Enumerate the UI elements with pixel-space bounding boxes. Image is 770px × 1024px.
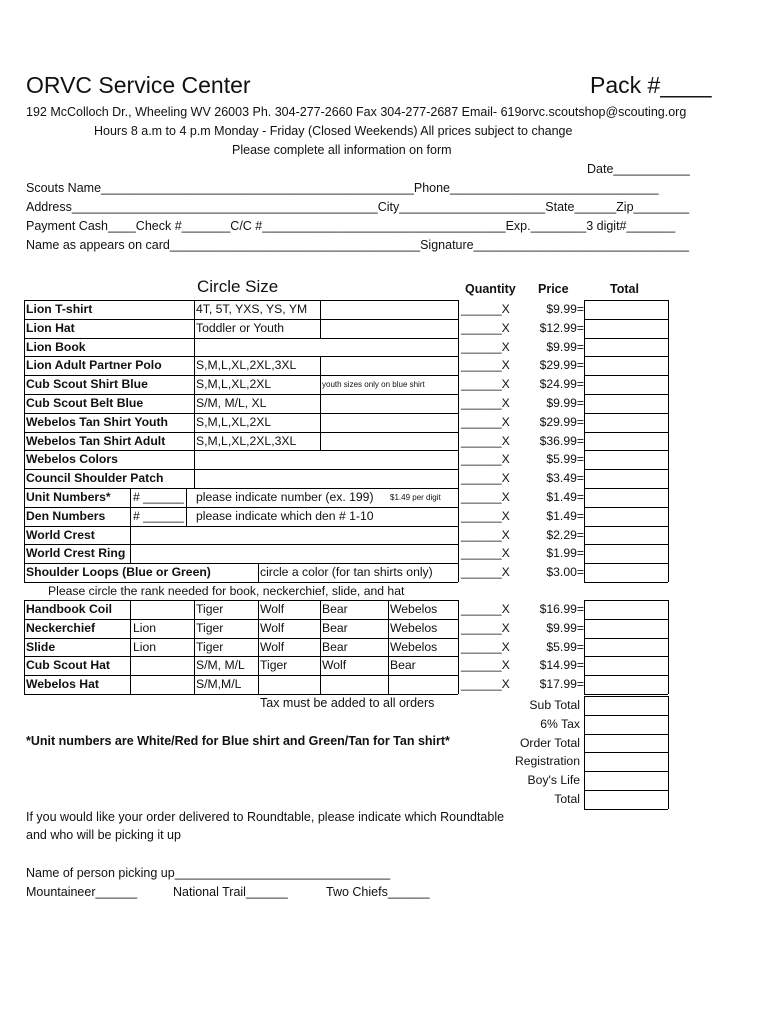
rank-row-price: $5.99= [546, 640, 584, 654]
table-row-item: Lion Hat [26, 321, 75, 335]
table-row-size: 4T, 5T, YXS, YS, YM [196, 302, 308, 316]
cell-divider [320, 413, 321, 432]
table-row-rule [24, 338, 458, 339]
rank-option[interactable]: S/M, M/L [196, 658, 245, 672]
two-chiefs-field[interactable]: Two Chiefs______ [326, 885, 430, 899]
total-box-border [584, 752, 585, 771]
payment-field[interactable]: Payment Cash____Check #_______C/C #___________________________________Exp.________3 digit#_______ [26, 219, 676, 233]
total-box-rule [584, 675, 668, 676]
total-box-border [668, 771, 669, 790]
rank-option[interactable]: Bear [322, 640, 348, 654]
total-box-border [584, 469, 585, 488]
rank-option[interactable]: Webelos [390, 640, 438, 654]
table-row-price: $9.99= [546, 340, 584, 354]
table-row-item: Council Shoulder Patch [26, 471, 164, 485]
total-box-border [668, 734, 669, 752]
table-row-item: World Crest Ring [26, 546, 126, 560]
cell-divider [194, 356, 195, 375]
total-box-border [584, 432, 585, 450]
rank-option[interactable]: Tiger [260, 658, 288, 672]
table-row-size: Toddler or Youth [196, 321, 285, 335]
rank-option[interactable]: Webelos [390, 602, 438, 616]
cell-divider [194, 319, 195, 338]
total-box-rule [584, 656, 668, 657]
table-row-item: World Crest [26, 528, 95, 542]
quantity-field[interactable]: ______X [461, 302, 510, 316]
price-header: Price [538, 282, 569, 296]
total-box-border [668, 450, 669, 469]
quantity-field[interactable]: ______X [461, 340, 510, 354]
total-box-rule [584, 715, 668, 716]
quantity-field[interactable]: ______X [461, 658, 510, 672]
rank-row-price: $17.99= [539, 677, 584, 691]
quantity-field[interactable]: ______X [461, 602, 510, 616]
total-box-rule [584, 413, 668, 414]
quantity-field[interactable]: ______X [461, 396, 510, 410]
table-row-item: Lion Book [26, 340, 86, 354]
total-box-rule [584, 394, 668, 395]
summary-label: Boy's Life [527, 773, 580, 787]
table-row-item: Lion T-shirt [26, 302, 93, 316]
total-box-rule [584, 600, 668, 601]
total-box-border [584, 544, 585, 563]
total-box-border [584, 450, 585, 469]
rank-row-item: Cub Scout Hat [26, 658, 110, 672]
rank-row-price: $9.99= [546, 621, 584, 635]
rank-option[interactable]: Bear [322, 602, 348, 616]
table-row-price: $36.99= [539, 434, 584, 448]
table-row-price: $12.99= [539, 321, 584, 335]
pickup-name-field[interactable]: Name of person picking up_______________________________ [26, 866, 391, 880]
cell-divider [194, 300, 195, 319]
quantity-header: Quantity [465, 282, 516, 296]
quantity-field[interactable]: ______X [461, 321, 510, 335]
table-row-item: Unit Numbers* [26, 490, 111, 504]
rank-option[interactable]: Webelos [390, 621, 438, 635]
total-box-rule [584, 790, 668, 791]
total-box-border [668, 432, 669, 450]
total-box-border [584, 356, 585, 375]
cell-divider [320, 432, 321, 450]
cell-divider [258, 563, 259, 582]
total-box-border [668, 300, 669, 319]
total-box-rule [584, 619, 668, 620]
hours-info: Hours 8 a.m to 4 p.m Monday - Friday (Closed Weekends) All prices subject to change [94, 124, 573, 138]
rank-row-item: Webelos Hat [26, 677, 99, 691]
address-field[interactable]: Address____________________________________________City_____________________State______Zip________ [26, 200, 690, 214]
total-box-border [668, 675, 669, 694]
total-box-border [584, 563, 585, 582]
total-box-rule [584, 469, 668, 470]
total-box-border [668, 696, 669, 715]
quantity-field[interactable]: ______X [461, 640, 510, 654]
table-row-item: Den Numbers [26, 509, 106, 523]
total-box-border [668, 638, 669, 656]
rank-option[interactable]: Lion [133, 621, 157, 635]
table-row-size: circle a color (for tan shirts only) [260, 565, 433, 579]
total-box-border [668, 488, 669, 507]
total-box-border [584, 715, 585, 734]
quantity-field[interactable]: ______X [461, 528, 510, 542]
total-header: Total [610, 282, 639, 296]
total-box-rule [584, 300, 668, 301]
total-box-rule [584, 544, 668, 545]
cell-divider [186, 488, 187, 507]
total-box-border [584, 507, 585, 526]
scout-name-phone-field[interactable]: Scouts Name_____________________________________________Phone______________________________ [26, 181, 659, 195]
table-row-item: Webelos Tan Shirt Youth [26, 415, 168, 429]
total-box-rule [584, 809, 668, 810]
summary-label: 6% Tax [540, 717, 580, 731]
total-box-rule [584, 356, 668, 357]
cell-divider [194, 469, 195, 488]
table-row-item: Cub Scout Belt Blue [26, 396, 144, 410]
quantity-field[interactable]: ______X [461, 490, 510, 504]
page-title: ORVC Service Center [26, 72, 251, 98]
summary-label: Registration [514, 754, 580, 768]
table-row-size: please indicate which den # 1-10 [196, 509, 374, 523]
table-row-size: S,M,L,XL,2XL [196, 415, 272, 429]
cell-divider [194, 338, 195, 356]
rank-option[interactable]: Lion [133, 640, 157, 654]
total-box-border [584, 696, 585, 715]
total-box-border [668, 507, 669, 526]
total-box-border [584, 771, 585, 790]
table-row-note: $1.49 per digit [390, 493, 441, 502]
total-box-border [668, 394, 669, 413]
pack-number-field[interactable]: Pack #____ [590, 72, 712, 98]
tax-note: Tax must be added to all orders [260, 696, 435, 710]
cell-divider [130, 526, 131, 544]
roundtable-instruction-2: and who will be picking it up [26, 828, 181, 842]
cell-divider [130, 544, 131, 563]
total-box-border [668, 790, 669, 809]
circle-size-heading: Circle Size [197, 277, 279, 296]
summary-label: Total [554, 792, 580, 806]
contact-info: 192 McColloch Dr., Wheeling WV 26003 Ph. 304-277-2660 Fax 304-277-2687 Email- 619orvc.scoutshop@scouting.org [26, 105, 687, 119]
total-box-rule [584, 338, 668, 339]
quantity-field[interactable]: ______X [461, 565, 510, 579]
rank-row-item: Handbook Coil [26, 602, 112, 616]
cell-divider [194, 413, 195, 432]
rank-option[interactable]: Tiger [196, 602, 224, 616]
table-row-item: Webelos Tan Shirt Adult [26, 434, 166, 448]
total-box-border [668, 319, 669, 338]
summary-label: Order Total [519, 736, 580, 750]
table-row-number-field[interactable]: # ______ [133, 509, 184, 523]
total-box-border [584, 675, 585, 694]
cell-divider [320, 300, 321, 319]
total-box-border [668, 526, 669, 544]
total-box-border [668, 544, 669, 563]
total-box-border [584, 338, 585, 356]
quantity-field[interactable]: ______X [461, 546, 510, 560]
table-row-price: $29.99= [539, 358, 584, 372]
cell-divider [194, 450, 195, 469]
table-row-item: Lion Adult Partner Polo [26, 358, 162, 372]
total-box-rule [584, 432, 668, 433]
rank-option[interactable]: Bear [390, 658, 416, 672]
total-box-rule [584, 694, 668, 695]
total-box-border [584, 600, 585, 619]
table-row-price: $1.99= [546, 546, 584, 560]
table-row-rule [24, 694, 458, 695]
rank-instruction: Please circle the rank needed for book, neckerchief, slide, and hat [48, 584, 405, 598]
cell-divider [388, 600, 389, 694]
cell-divider [194, 432, 195, 450]
table-row-size: S,M,L,XL,2XL,3XL [196, 358, 297, 372]
total-box-border [584, 488, 585, 507]
table-row-price: $29.99= [539, 415, 584, 429]
cell-divider [320, 600, 321, 694]
total-box-border [584, 656, 585, 675]
roundtable-instruction: If you would like your order delivered to Roundtable, please indicate which Roundtable [26, 810, 505, 824]
quantity-field[interactable]: ______X [461, 509, 510, 523]
total-box-rule [584, 319, 668, 320]
total-box-rule [584, 526, 668, 527]
total-box-border [584, 394, 585, 413]
rank-row-item: Slide [26, 640, 56, 654]
total-box-border [584, 526, 585, 544]
rank-option[interactable]: Tiger [196, 640, 224, 654]
cell-divider [258, 600, 259, 694]
summary-label: Sub Total [529, 698, 580, 712]
table-row-number-field[interactable]: # ______ [133, 490, 184, 504]
cell-divider [320, 356, 321, 375]
table-row-item: Webelos Colors [26, 452, 118, 466]
rank-row-price: $16.99= [539, 602, 584, 616]
total-box-border [668, 656, 669, 675]
total-box-rule [584, 638, 668, 639]
total-box-border [668, 563, 669, 582]
total-box-rule [584, 375, 668, 376]
total-box-border [584, 638, 585, 656]
total-box-rule [584, 752, 668, 753]
total-box-border [584, 734, 585, 752]
rank-option[interactable]: Bear [322, 621, 348, 635]
table-row-size: S/M, M/L, XL [196, 396, 267, 410]
cell-divider [130, 488, 131, 507]
rank-row-price: $14.99= [539, 658, 584, 672]
cell-divider [320, 319, 321, 338]
table-row-item: Shoulder Loops (Blue or Green) [26, 565, 211, 579]
cell-divider [194, 394, 195, 413]
rank-option[interactable]: Wolf [322, 658, 347, 672]
table-row-price: $24.99= [539, 377, 584, 391]
quantity-field[interactable]: ______X [461, 677, 510, 691]
total-box-border [668, 600, 669, 619]
total-box-border [584, 375, 585, 394]
total-box-border [584, 300, 585, 319]
quantity-field[interactable]: ______X [461, 452, 510, 466]
cell-divider [130, 600, 131, 694]
cell-divider [458, 600, 459, 694]
rank-row-item: Neckerchief [26, 621, 96, 635]
table-row-price: $3.00= [546, 565, 584, 579]
total-box-rule [584, 563, 668, 564]
total-box-rule [584, 771, 668, 772]
table-row-price: $1.49= [546, 490, 584, 504]
table-row-price: $3.49= [546, 471, 584, 485]
quantity-field[interactable]: ______X [461, 434, 510, 448]
total-box-border [584, 319, 585, 338]
cell-divider [130, 507, 131, 526]
table-row-note: youth sizes only on blue shirt [322, 380, 425, 389]
total-box-border [668, 715, 669, 734]
cell-divider [320, 394, 321, 413]
total-box-border [668, 752, 669, 771]
cell-divider [194, 600, 195, 694]
rank-option[interactable]: Wolf [260, 602, 285, 616]
table-row-price: $9.99= [546, 302, 584, 316]
total-box-border [668, 619, 669, 638]
total-box-rule [584, 507, 668, 508]
total-box-rule [584, 450, 668, 451]
cell-divider [24, 600, 25, 694]
table-row-item: Cub Scout Shirt Blue [26, 377, 148, 391]
mountaineer-field[interactable]: Mountaineer______ [26, 885, 138, 899]
cell-divider [320, 375, 321, 394]
total-box-rule [584, 696, 668, 697]
quantity-field[interactable]: ______X [461, 415, 510, 429]
table-row-size: S,M,L,XL,2XL,3XL [196, 434, 297, 448]
rank-option[interactable]: Wolf [260, 621, 285, 635]
total-box-rule [584, 734, 668, 735]
rank-option[interactable]: S/M,M/L [196, 677, 242, 691]
quantity-field[interactable]: ______X [461, 358, 510, 372]
form-instruction: Please complete all information on form [232, 143, 452, 157]
quantity-field[interactable]: ______X [461, 621, 510, 635]
total-box-border [668, 469, 669, 488]
table-row-size: S,M,L,XL,2XL [196, 377, 272, 391]
table-row-price: $1.49= [546, 509, 584, 523]
rank-option[interactable]: Wolf [260, 640, 285, 654]
table-row-price: $9.99= [546, 396, 584, 410]
cell-divider [194, 375, 195, 394]
total-box-border [668, 338, 669, 356]
total-box-border [668, 356, 669, 375]
table-right-border [458, 300, 459, 582]
total-box-rule [584, 488, 668, 489]
rank-option[interactable]: Tiger [196, 621, 224, 635]
quantity-field[interactable]: ______X [461, 377, 510, 391]
total-box-border [584, 790, 585, 809]
total-box-border [584, 413, 585, 432]
total-box-border [668, 413, 669, 432]
table-row-size: please indicate number (ex. 199) [196, 490, 374, 504]
quantity-field[interactable]: ______X [461, 471, 510, 485]
cell-divider [186, 507, 187, 526]
unit-numbers-note: *Unit numbers are White/Red for Blue shirt and Green/Tan for Tan shirt* [26, 734, 450, 748]
total-box-border [584, 619, 585, 638]
national-trail-field[interactable]: National Trail______ [173, 885, 288, 899]
table-row-price: $5.99= [546, 452, 584, 466]
table-row-price: $2.29= [546, 528, 584, 542]
table-left-border [24, 300, 25, 582]
total-box-rule [584, 582, 668, 583]
date-field[interactable]: Date___________ [587, 162, 690, 176]
total-box-border [668, 375, 669, 394]
card-name-signature-field[interactable]: Name as appears on card____________________________________Signature_______________________________ [26, 238, 690, 252]
